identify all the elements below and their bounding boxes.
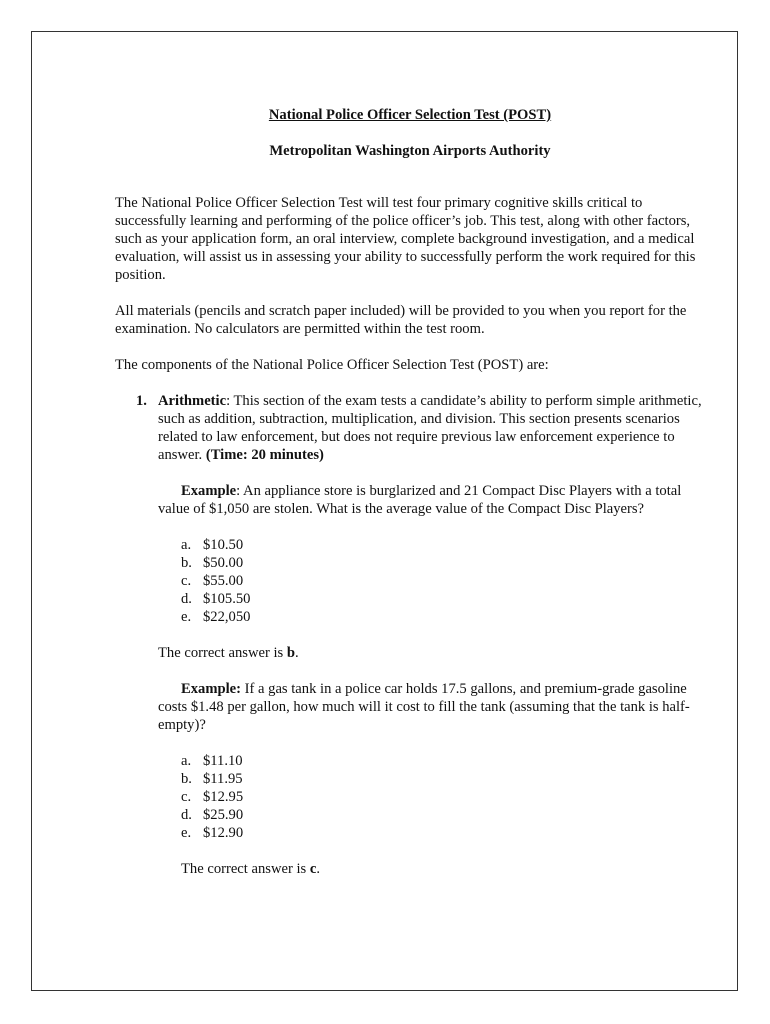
example-text: : An appliance store is burglarized and 21 Compact Disc Players with a total value of $1,050 are stolen. What is the average value of the Compact Disc Players?	[158, 483, 682, 517]
components-intro: The components of the National Police Officer Selection Test (POST) are:	[115, 357, 549, 373]
example-1	[158, 482, 705, 518]
list-item: d. $25.90	[181, 807, 244, 823]
example-1-options	[181, 536, 705, 626]
list-item: d. $105.50	[181, 591, 251, 607]
list-item: a. $11.10	[181, 753, 243, 769]
example-text: If a gas tank in a police car holds 17.5 gallons, and premium-grade gasoline costs $1.48 per gallon, how much will it cost to fill the tank (assuming that the tank is half-empty)?	[158, 681, 690, 733]
section-number: 1.	[136, 393, 147, 409]
list-item: b. $50.00	[181, 555, 244, 571]
document-body	[115, 106, 705, 878]
list-item: b. $11.95	[181, 771, 243, 787]
answer-letter: c	[309, 861, 317, 877]
example-label: Example	[181, 483, 237, 499]
example-2-options	[181, 752, 705, 842]
section-heading: Arithmetic	[158, 393, 227, 409]
list-item: e. $22,050	[181, 609, 251, 625]
example-1-answer: The correct answer is b.	[158, 645, 299, 661]
answer-letter: b	[286, 645, 295, 661]
example-label: Example:	[181, 681, 241, 697]
section-arithmetic	[115, 392, 705, 464]
document-title: National Police Officer Selection Test (POST)	[268, 107, 552, 123]
section-time: (Time: 20 minutes)	[205, 447, 324, 463]
intro-paragraph: The National Police Officer Selection Test will test four primary cognitive skills critical to successfully learning and performing of the police officer’s job. This test, along with other factors, such as your application form, an oral interview, complete background investigation, and a medical evaluation, will assist us in assessing your ability to successfully perform the work required for this position.	[115, 195, 696, 283]
example-2	[158, 680, 705, 734]
materials-paragraph: All materials (pencils and scratch paper included) will be provided to you when you report for the examination. No calculators are permitted within the test room.	[115, 303, 687, 337]
example-2-answer: The correct answer is c.	[181, 861, 320, 877]
list-item: e. $12.90	[181, 825, 244, 841]
list-item: c. $55.00	[181, 573, 244, 589]
section-text: : This section of the exam tests a candidate’s ability to perform simple arithmetic, such as addition, subtraction, multiplication, and division. This section presents scenarios related to law enforcement, but does not require previous law enforcement experience to answer.	[158, 393, 702, 463]
document-subtitle: Metropolitan Washington Airports Authority	[269, 143, 551, 159]
list-item: a. $10.50	[181, 537, 244, 553]
list-item: c. $12.95	[181, 789, 244, 805]
